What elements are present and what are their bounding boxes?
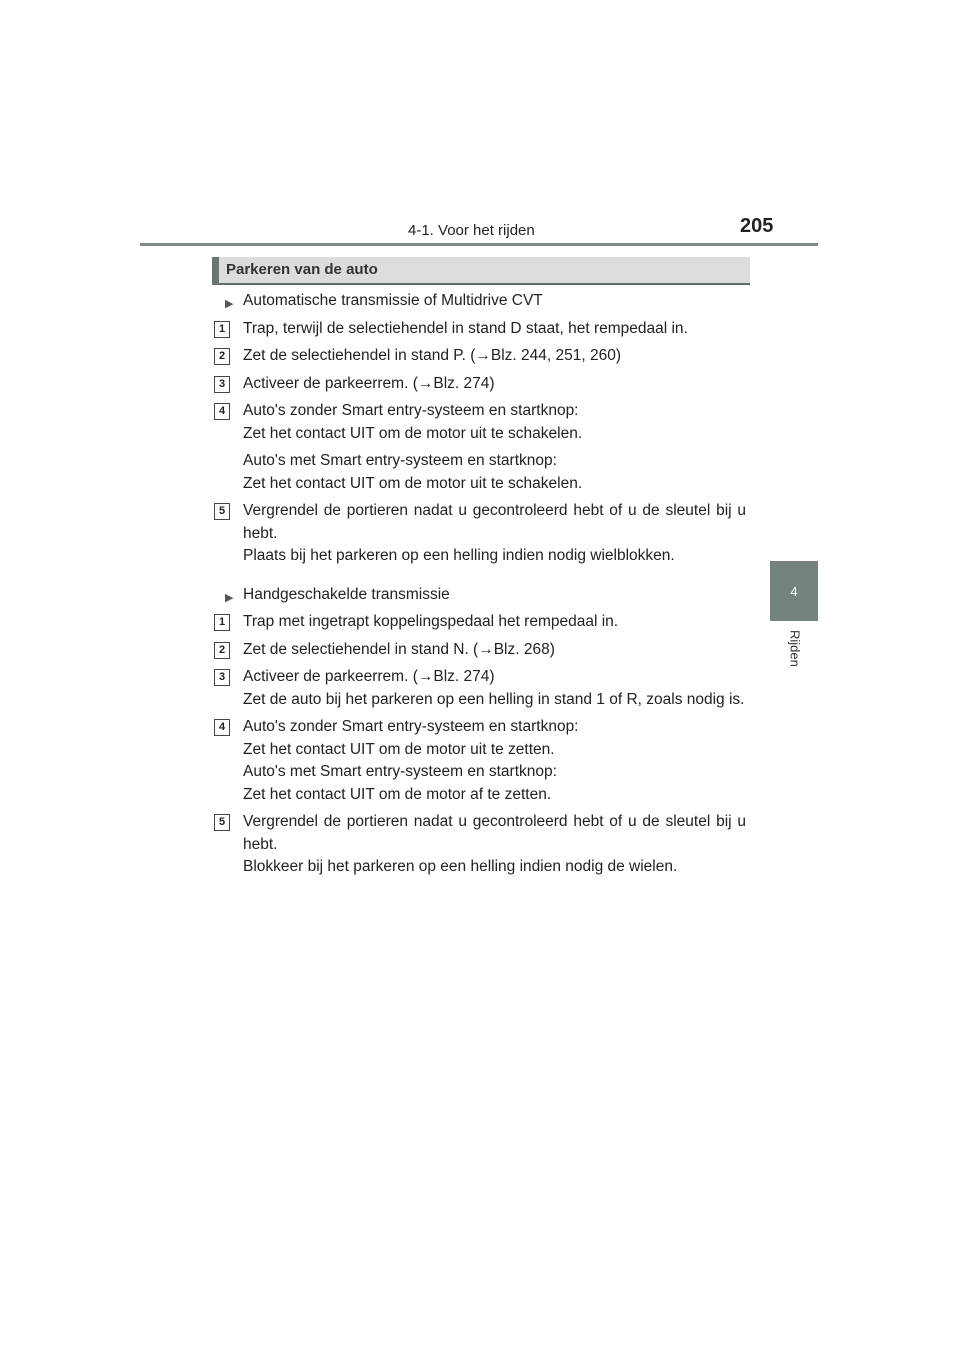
page-number: 205: [740, 215, 774, 237]
chapter-number: 4: [790, 583, 798, 599]
manual-step-2: [212, 639, 746, 662]
chapter-label: Rijden: [787, 629, 803, 667]
auto-step-1: [212, 318, 746, 341]
manual-step-1: [212, 611, 746, 634]
step-text: Vergrendel de portieren nadat u gecontroleerd hebt of u de sleutel bij u hebt.: [243, 502, 746, 542]
step-number-badge: 1: [214, 321, 230, 338]
auto-step-4: [212, 400, 746, 495]
step-text: Vergrendel de portieren nadat u gecontroleerd hebt of u de sleutel bij u hebt.: [243, 813, 746, 853]
step-number-badge: 1: [214, 614, 230, 631]
step-text: Activeer de parkeerrem. (→Blz. 274): [243, 668, 495, 685]
step-number-badge: 2: [214, 348, 230, 365]
chapter-tab[interactable]: [770, 561, 818, 621]
step-number-badge: 2: [214, 642, 230, 659]
step-text: Activeer de parkeerrem. (→Blz. 274): [243, 374, 495, 392]
heading-accent-bar: [212, 257, 219, 285]
section-heading: [212, 257, 750, 285]
step-number-badge: 3: [214, 669, 230, 686]
step-number-badge: 5: [214, 503, 230, 520]
section-title: Parkeren van de auto: [226, 261, 378, 278]
step-text: Auto's zonder Smart entry-systeem en startknop:: [243, 718, 579, 735]
auto-step-3: [212, 373, 746, 396]
step-text: Blokkeer bij het parkeren op een helling indien nodig de wielen.: [243, 858, 678, 875]
header-section-title: 4-1. Voor het rijden: [408, 222, 535, 239]
step-text: Zet het contact UIT om de motor uit te schakelen.: [243, 474, 583, 492]
group-spacer: [212, 568, 746, 579]
step-text: Zet het contact UIT om de motor af te zetten.: [243, 785, 552, 803]
triangle-bullet-icon: ▶: [225, 591, 234, 604]
manual-heading-text: Handgeschakelde transmissie: [243, 585, 450, 603]
auto-step-5: [212, 500, 746, 568]
step-number-badge: 3: [214, 376, 230, 393]
step-text: Zet het contact UIT om de motor uit te schakelen.: [243, 424, 583, 442]
instructions: [212, 285, 746, 879]
triangle-bullet-icon: ▶: [225, 298, 234, 310]
step-number-badge: 4: [214, 403, 230, 420]
auto-step-2: [212, 345, 746, 368]
step-text: Auto's met Smart entry-systeem en startknop:: [243, 763, 557, 780]
step-text: Trap met ingetrapt koppelingspedaal het rempedaal in.: [243, 613, 619, 630]
header-divider: [140, 243, 818, 246]
step-number-badge: 4: [214, 719, 230, 736]
step-text: Trap, terwijl de selectiehendel in stand D staat, het rempedaal in.: [243, 319, 688, 337]
step-text: Auto's met Smart entry-systeem en startknop:: [243, 452, 557, 469]
automatic-heading: [212, 290, 746, 313]
manual-step-4: [212, 716, 746, 806]
step-text: Plaats bij het parkeren op een helling indien nodig wielblokken.: [243, 547, 675, 564]
step-text: Zet de auto bij het parkeren op een helling in stand 1 of R, zoals nodig is.: [243, 690, 745, 708]
step-number-badge: 5: [214, 814, 230, 831]
manual-step-5: [212, 811, 746, 879]
step-text: Zet de selectiehendel in stand N. (→Blz. 268): [243, 640, 555, 658]
step-text: Auto's zonder Smart entry-systeem en startknop:: [243, 402, 579, 419]
automatic-heading-text: Automatische transmissie of Multidrive CVT: [243, 292, 543, 309]
step-text: Zet de selectiehendel in stand P. (→Blz. 244, 251, 260): [243, 347, 621, 364]
step-text: Zet het contact UIT om de motor uit te zetten.: [243, 740, 555, 758]
manual-heading: [212, 584, 746, 607]
manual-step-3: [212, 666, 746, 711]
